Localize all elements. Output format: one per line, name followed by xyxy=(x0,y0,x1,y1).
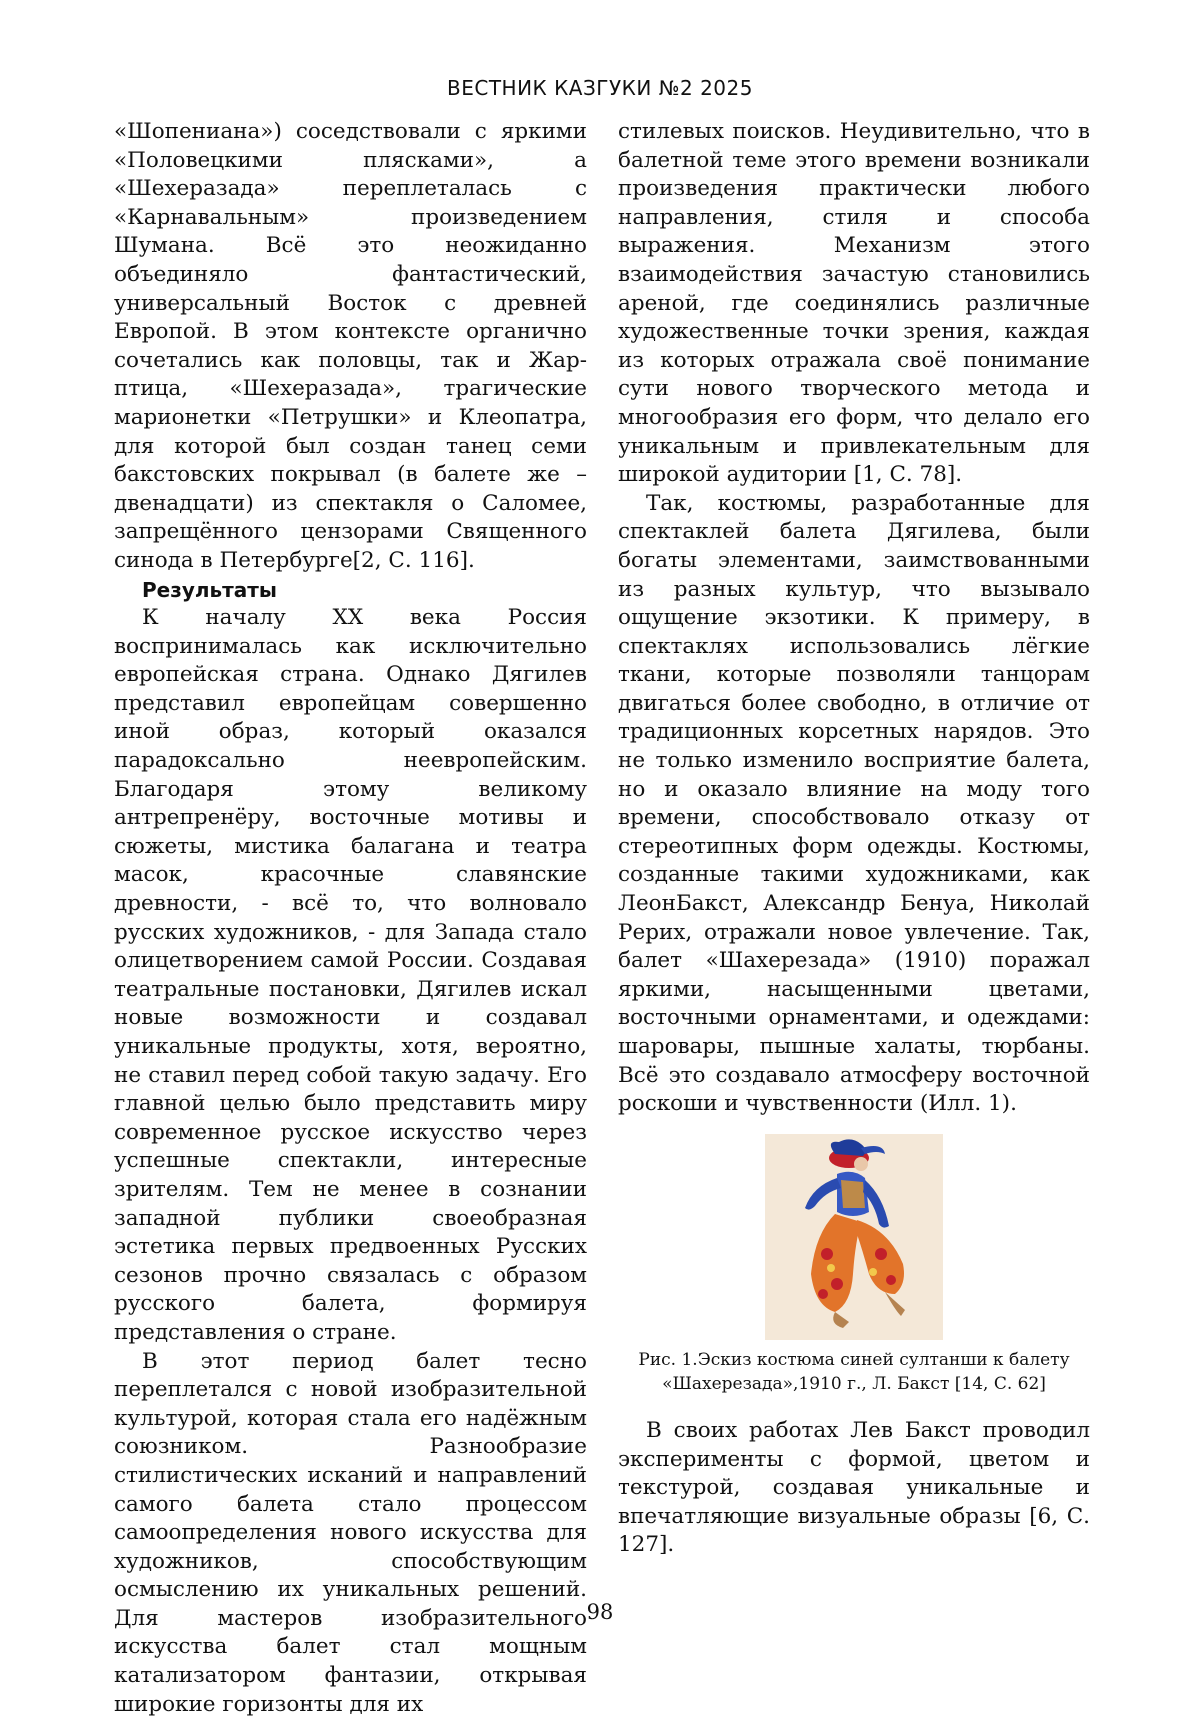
right-column xyxy=(618,118,1090,1119)
costume-sketch-image xyxy=(765,1134,943,1340)
caption-line-2: «Шахерезада»,1910 г., Л. Бакст [14, С. 62] xyxy=(662,1374,1046,1394)
paragraph-results-1: К началу XX века Россия воспринималась как исключительно европейская страна. Однако Дягилев представил европейцам совершенно иной образ, который оказался парадоксально неевропейским. Благодаря этому великому антрепренёру, восточные мотивы и сюжеты, мистика балагана и театра масок, красочные славянские древности, - всё то, что волновало русских художников, - для Запада стало олицетворением самой России. Создавая театральные постановки, Дягилев искал новые возможности и создавал уникальные продукты, хотя, вероятно, не ставил перед собой такую задачу. Его главной целью было представить миру современное русское искусство через успешные спектакли, интересные зрителям. Тем не менее в сознании западной публики своеобразная эстетика первых предвоенных Русских сезонов прочно связалась с образом русского балета, формируя представления о стране. xyxy=(114,605,587,1345)
journal-header: ВЕСТНИК КАЗГУКИ №2 2025 xyxy=(447,76,753,100)
figure-caption xyxy=(618,1348,1090,1396)
section-heading-results: Результаты xyxy=(142,577,277,602)
paragraph-right-continued: стилевых поисков. Неудивительно, что в балетной теме этого времени возникали произведения практически любого направления, стиля и способа выражения. Механизм этого взаимодействия зачастую становились ареной, где соединялись различные художественные точки зрения, каждая из которых отражала своё понимание сути нового творческого метода и многообразия его форм, что делало его уникальным и привлекательным для широкой аудитории [1, С. 78]. xyxy=(618,119,1090,488)
figure-1 xyxy=(618,1134,1090,1396)
left-column xyxy=(114,118,587,1719)
paragraph-costumes: Так, костюмы, разработанные для спектаклей балета Дягилева, были богаты элементами, заимствованными из разных культур, что вызывало ощущение экзотики. К примеру, в спектаклях использовались лёгкие ткани, которые позволяли танцорам двигаться более свободно, в отличие от традиционных корсетных нарядов. Это не только изменило восприятие балета, но и оказало влияние на моду того времени, способствовало отказу от стереотипных форм одежды. Костюмы, созданные такими художниками, как ЛеонБакст, Александр Бенуа, Николай Рерих, отражали новое увлечение. Так, балет «Шахерезада» (1910) поражал яркими, насыщенными цветами, восточными орнаментами, и одеждами: шаровары, пышные халаты, тюрбаны. Всё это создавало атмосферу восточной роскоши и чувственности (Илл. 1). xyxy=(618,490,1090,1117)
caption-line-1: Рис. 1.Эскиз костюма синей султанши к балету xyxy=(638,1350,1070,1370)
paragraph-results-2: В этот период балет тесно переплетался с новой изобразительной культурой, которая стала его надёжным союзником. Разнообразие стилистических исканий и направлений самого балета стало процессом самоопределения нового искусства для художников, способствующим осмыслению их уникальных решений. Для мастеров изобразительного искусства балет стал мощным катализатором фантазии, открывая широкие горизонты для их xyxy=(114,1348,587,1717)
paragraph-bakst: В своих работах Лев Бакст проводил эксперименты с формой, цветом и текстурой, создавая уникальные и впечатляющие визуальные образы [6, С. 127]. xyxy=(618,1418,1090,1558)
page-number: 98 xyxy=(586,1600,614,1624)
paragraph-continued: «Шопениана») соседствовали с яркими «Половецкими плясками», а «Шехеразада» переплеталась с «Карнавальным» произведением Шумана. Всё это неожиданно объединяло фантастический, универсальный Восток с древней Европой. В этом контексте органично сочетались как половцы, так и Жар-птица, «Шехеразада», трагические марионетки «Петрушки» и Клеопатра, для которой был создан танец семи бакстовских покрывал (в балете же – двенадцати) из спектакля о Саломее, запрещённого цензорами Священного синода в Петербурге[2, С. 116]. xyxy=(114,119,587,573)
right-column-bottom xyxy=(618,1417,1090,1560)
